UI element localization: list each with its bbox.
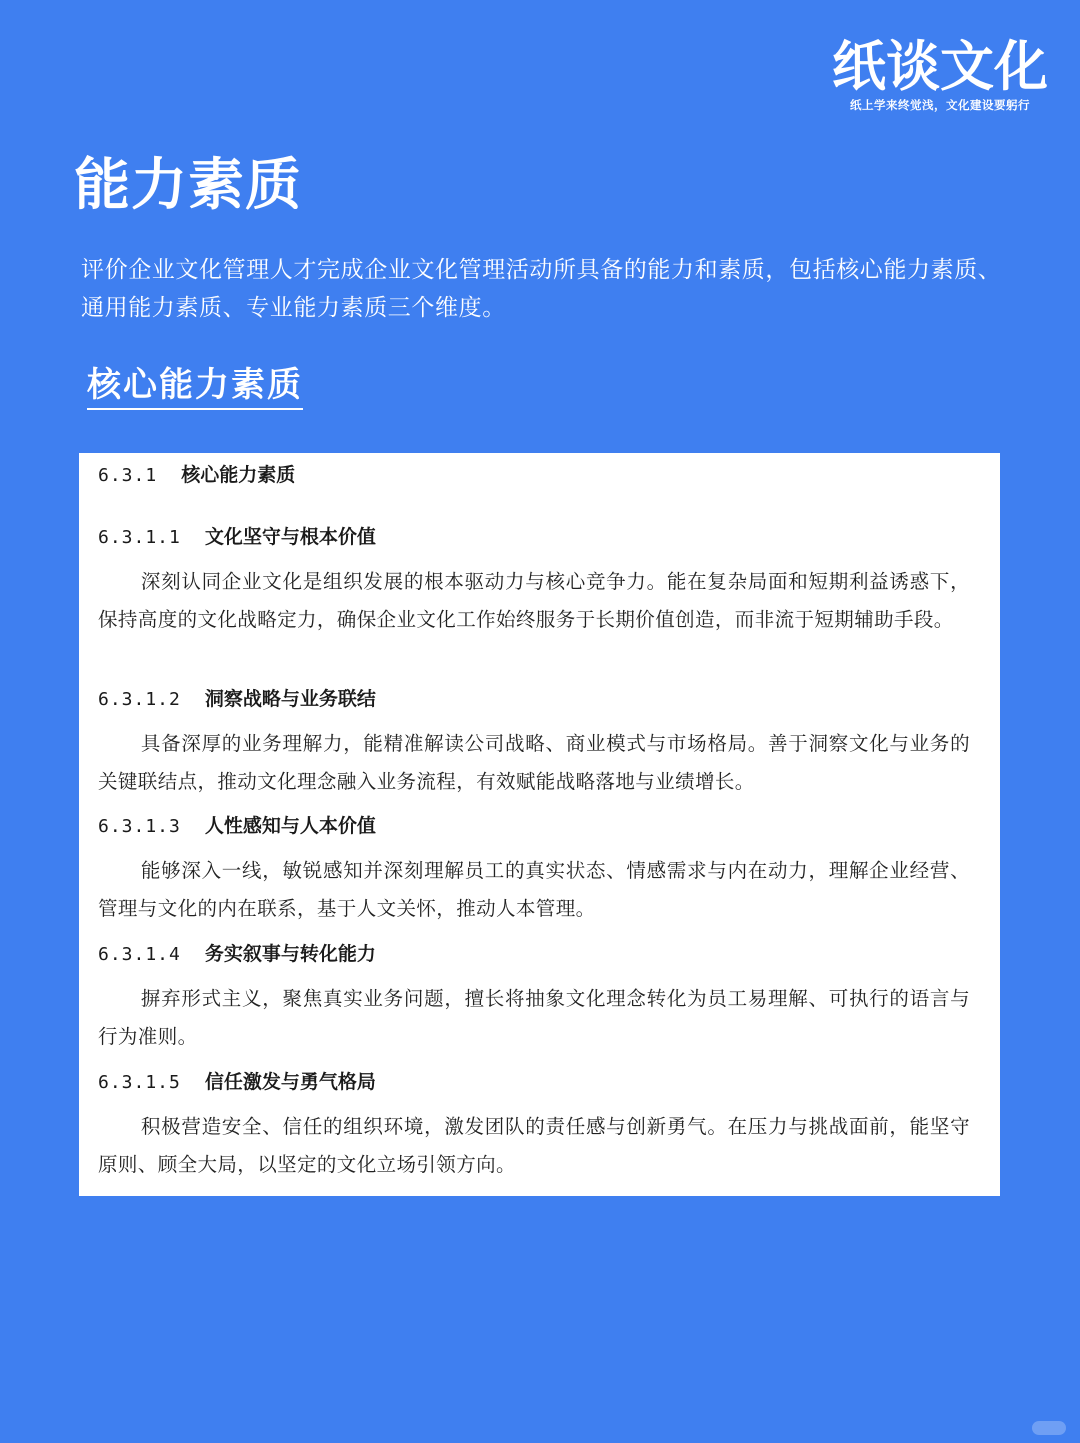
clause-heading [98,940,970,969]
clause-number: 6.3.1.2 [98,689,181,710]
document-card [79,453,1000,1196]
clause-title: 文化坚守与根本价值 [204,526,376,548]
clause-title: 洞察战略与业务联结 [204,688,376,710]
clause-item [98,685,970,800]
brand-slogan: 纸上学来终觉浅，文化建设要躬行 [850,98,1030,112]
intro-paragraph: 评价企业文化管理人才完成企业文化管理活动所具备的能力和素质，包括核心能力素质、通用能力素质、专业能力素质三个维度。 [81,257,1002,321]
clause-heading [98,812,970,841]
section-title: 核心能力素质 [87,362,303,410]
brand-name: 纸谈文化 [832,35,1048,98]
clause-number: 6.3.1.4 [98,944,181,965]
clause-body: 具备深厚的业务理解力，能精准解读公司战略、商业模式与市场格局。善于洞察文化与业务的关键联结点，推动文化理念融入业务流程，有效赋能战略落地与业绩增长。 [98,732,970,793]
clause-number: 6.3.1.5 [98,1072,181,1093]
page-title: 能力素质 [74,153,302,218]
heading-title: 核心能力素质 [181,464,296,486]
clause-item [98,812,970,927]
clause-body: 积极营造安全、信任的组织环境，激发团队的责任感与创新勇气。在压力与挑战面前，能坚守原则、顾全大局，以坚定的文化立场引领方向。 [98,1115,970,1176]
clause-title: 务实叙事与转化能力 [204,943,376,965]
document-heading [98,461,295,490]
brand-logo [832,35,1048,112]
clause-body: 能够深入一线，敏锐感知并深刻理解员工的真实状态、情感需求与内在动力，理解企业经营、管理与文化的内在联系，基于人文关怀，推动人本管理。 [98,859,970,920]
clause-item [98,1068,970,1183]
clause-item [98,523,970,638]
clause-title: 信任激发与勇气格局 [204,1071,376,1093]
corner-watermark [1032,1421,1066,1435]
clause-title: 人性感知与人本价值 [204,815,376,837]
clause-heading [98,685,970,714]
clause-body: 深刻认同企业文化是组织发展的根本驱动力与核心竞争力。能在复杂局面和短期利益诱惑下，保持高度的文化战略定力，确保企业文化工作始终服务于长期价值创造，而非流于短期辅助手段。 [98,570,970,631]
clause-item [98,940,970,1055]
clause-heading [98,523,970,552]
clause-heading [98,1068,970,1097]
clause-number: 6.3.1.3 [98,816,181,837]
heading-number: 6.3.1 [98,465,158,486]
clause-number: 6.3.1.1 [98,527,181,548]
clause-body: 摒弃形式主义，聚焦真实业务问题，擅长将抽象文化理念转化为员工易理解、可执行的语言与行为准则。 [98,987,970,1048]
